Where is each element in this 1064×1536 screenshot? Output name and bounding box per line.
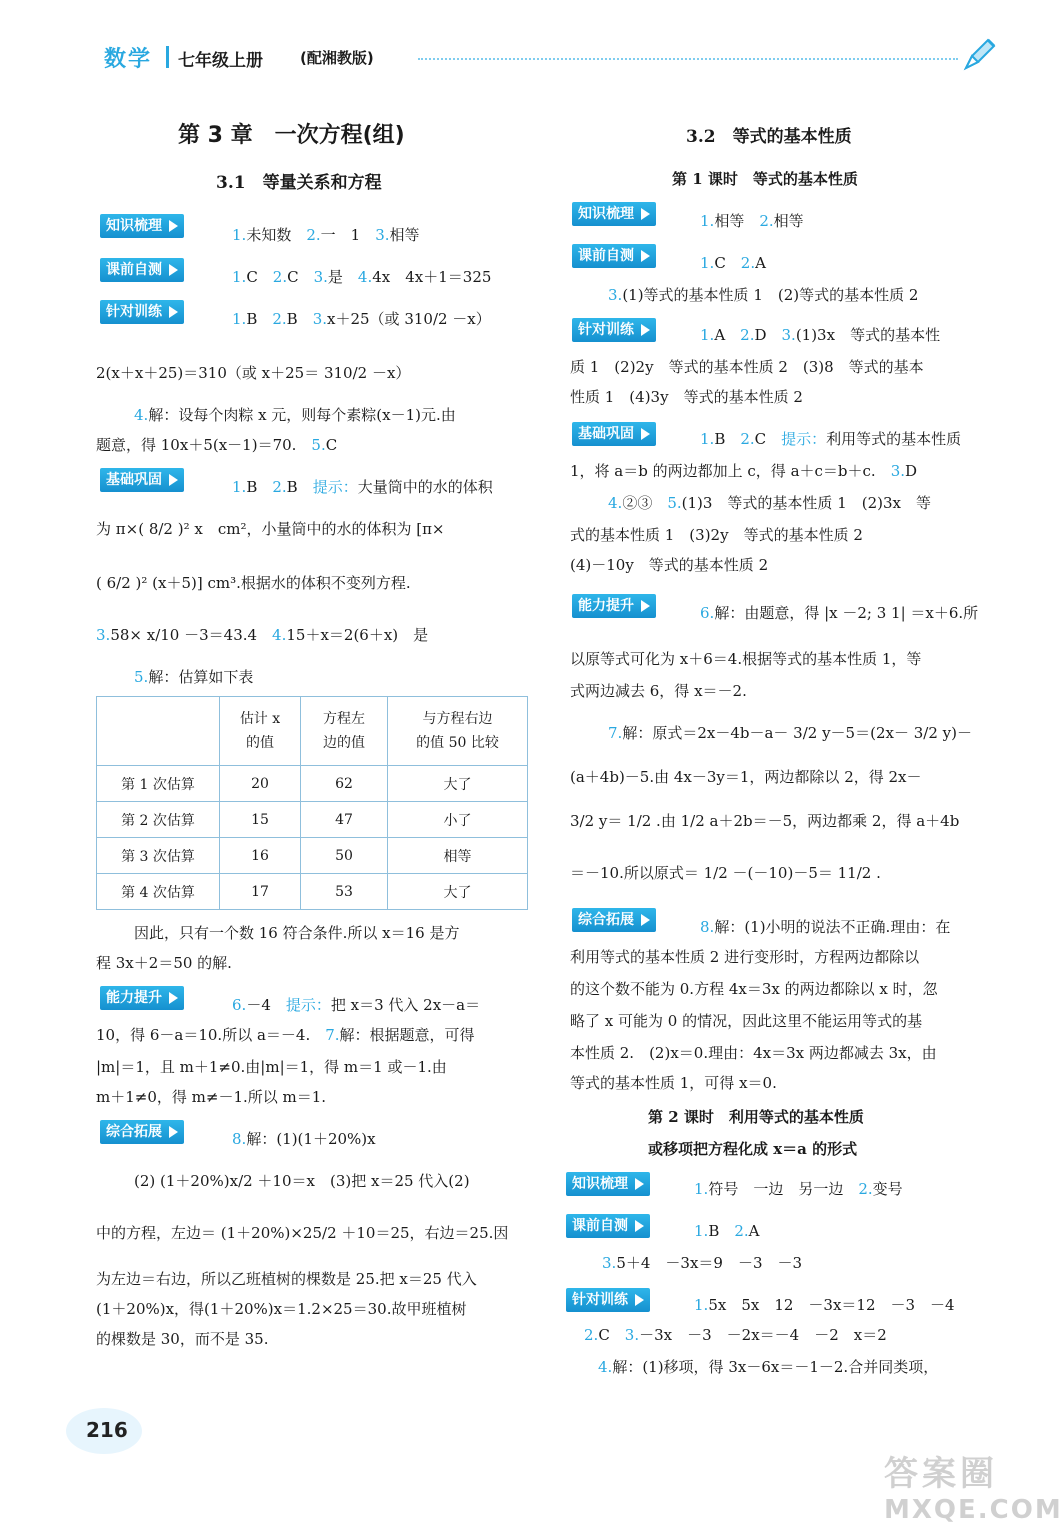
tag-knowledge-review: 知识梳理 <box>566 1172 650 1196</box>
answer-line: 质 1 (2)2y 等式的基本性质 2 (3)8 等式的基本 <box>570 358 924 376</box>
answer-line: 1.B 2.B 3.x＋25（或 310/2 －x） <box>232 310 491 328</box>
answer-line: 1.相等 2.相等 <box>700 212 804 230</box>
answer-line: ＝－10.所以原式＝ 1/2 －(－10)－5＝ 11/2 . <box>570 864 881 882</box>
tag-knowledge-review: 知识梳理 <box>100 214 184 238</box>
table-header-cell: 方程左 边的值 <box>301 697 388 766</box>
table-cell: 62 <box>301 766 388 802</box>
tag-pre-class-test: 课前自测 <box>566 1214 650 1238</box>
answer-line: 1.C 2.C 3.是 4.4x 4x＋1＝325 <box>232 268 492 286</box>
table-cell: 53 <box>301 874 388 910</box>
header-divider <box>166 46 169 68</box>
lesson-title: 或移项把方程化成 x＝a 的形式 <box>648 1140 858 1158</box>
answer-line: 1.未知数 2.一 1 3.相等 <box>232 226 420 244</box>
table-header-cell: 估计 x 的值 <box>220 697 301 766</box>
edition-label: (配湘教版) <box>300 49 374 67</box>
answer-line: 6.解：由题意，得 |x －2; 3 1| ＝x＋6.所 <box>700 604 979 622</box>
answer-line: 1.B 2.B 提示：大量筒中的水的体积 <box>232 478 493 496</box>
table-cell: 15 <box>220 802 301 838</box>
answer-line: 1.符号 一边 另一边 2.变号 <box>694 1180 903 1198</box>
answer-line: 6.－4 提示：把 x＝3 代入 2x－a＝ <box>232 996 481 1014</box>
table-header-row <box>97 697 528 766</box>
section-title: 3.1 等量关系和方程 <box>216 173 382 193</box>
table-cell: 小了 <box>388 802 528 838</box>
estimation-table <box>96 696 528 910</box>
answer-line: 8.解：(1)小明的说法不正确.理由：在 <box>700 918 951 936</box>
tag-knowledge-review: 知识梳理 <box>572 202 656 226</box>
table-row <box>97 766 528 802</box>
table-row <box>97 802 528 838</box>
section-title: 3.2 等式的基本性质 <box>686 127 852 147</box>
answer-line: 略了 x 可能为 0 的情况，因此这里不能运用等式的基 <box>570 1012 923 1030</box>
answer-line: 以原等式可化为 x＋6＝4.根据等式的基本性质 1，等 <box>570 650 922 668</box>
pencil-icon <box>958 34 998 74</box>
table-row <box>97 838 528 874</box>
answer-line: 3.58× x/10 －3＝43.4 4.15＋x＝2(6＋x) 是 <box>96 626 429 644</box>
answer-line: (2) (1＋20%)x/2 ＋10＝x (3)把 x＝25 代入(2) <box>134 1172 470 1190</box>
answer-line: 性质 1 (4)3y 等式的基本性质 2 <box>570 388 803 406</box>
tag-targeted-practice: 针对训练 <box>100 300 184 324</box>
page-number: 216 <box>86 1418 128 1442</box>
table-cell: 相等 <box>388 838 528 874</box>
table-cell: 20 <box>220 766 301 802</box>
tag-targeted-practice: 针对训练 <box>566 1288 650 1312</box>
answer-line: 题意，得 10x＋5(x－1)＝70. 5.C <box>96 436 338 454</box>
table-cell: 47 <box>301 802 388 838</box>
answer-line: 1.B 2.C 提示：利用等式的基本性质 <box>700 430 962 448</box>
answer-line: 式两边减去 6，得 x＝－2. <box>570 682 747 700</box>
answer-line: 利用等式的基本性质 2 进行变形时，方程两边都除以 <box>570 948 920 966</box>
watermark <box>884 1446 1063 1525</box>
answer-line: (1＋20%)x，得(1＋20%)x＝1.2×25＝30.故甲班植树 <box>96 1300 467 1318</box>
answer-line: 1，将 a＝b 的两边都加上 c，得 a＋c＝b＋c. 3.D <box>570 462 918 480</box>
tag-ability-improvement: 能力提升 <box>100 986 184 1010</box>
table-cell: 第 3 次估算 <box>97 838 220 874</box>
answer-line: 的这个数不能为 0.方程 4x＝3x 的两边都除以 x 时，忽 <box>570 980 938 998</box>
answer-line: 4.②③ 5.(1)3 等式的基本性质 1 (2)3x 等 <box>608 494 931 512</box>
answer-line: 5.解：估算如下表 <box>134 668 254 686</box>
answer-line: 为 π×( 8/2 )² x cm²，小量筒中的水的体积为 [π× <box>96 520 445 538</box>
table-cell: 50 <box>301 838 388 874</box>
answer-line: 3/2 y＝ 1/2 .由 1/2 a＋2b＝－5，两边都乘 2，得 a＋4b <box>570 812 960 830</box>
answer-line: 的棵数是 30，而不是 35. <box>96 1330 269 1348</box>
answer-line: 1.A 2.D 3.(1)3x 等式的基本性 <box>700 326 941 344</box>
answer-line: 1.C 2.A <box>700 254 766 272</box>
table-header-cell: 与方程右边 的值 50 比较 <box>388 697 528 766</box>
grade-label: 七年级上册 <box>178 51 263 71</box>
tag-comprehensive-extension: 综合拓展 <box>100 1120 184 1144</box>
answer-line: 中的方程，左边＝ (1＋20%)×25/2 ＋10＝25，右边＝25.因 <box>96 1224 509 1242</box>
tag-basic-consolidation: 基础巩固 <box>572 422 656 446</box>
table-cell: 大了 <box>388 766 528 802</box>
answer-line: 程 3x＋2＝50 的解. <box>96 954 232 972</box>
answer-line: 为左边＝右边，所以乙班植树的棵数是 25.把 x＝25 代入 <box>96 1270 477 1288</box>
tag-basic-consolidation: 基础巩固 <box>100 468 184 492</box>
answer-line: |m|＝1，且 m＋1≠0.由|m|＝1，得 m＝1 或－1.由 <box>96 1058 447 1076</box>
answer-line: 4.解：设每个肉粽 x 元，则每个素粽(x－1)元.由 <box>134 406 456 424</box>
tag-pre-class-test: 课前自测 <box>100 258 184 282</box>
table-cell: 第 4 次估算 <box>97 874 220 910</box>
answer-line: 2.C 3.－3x －3 －2x＝－4 －2 x＝2 <box>584 1326 887 1344</box>
answer-line: 1.5x 5x 12 －3x＝12 －3 －4 <box>694 1296 955 1314</box>
answer-line: m＋1≠0，得 m≠－1.所以 m＝1. <box>96 1088 327 1106</box>
table-cell: 第 2 次估算 <box>97 802 220 838</box>
answer-line: 本性质 2. (2)x＝0.理由：4x＝3x 两边都减去 3x，由 <box>570 1044 937 1062</box>
table-header-cell <box>97 697 220 766</box>
answer-line: 7.解：原式＝2x－4b－a－ 3/2 y－5＝(2x－ 3/2 y)－ <box>608 724 972 742</box>
table-cell: 17 <box>220 874 301 910</box>
lesson-title: 第 1 课时 等式的基本性质 <box>672 170 858 188</box>
table-cell: 16 <box>220 838 301 874</box>
watermark-text: 答案圈 <box>884 1454 998 1494</box>
table-cell: 大了 <box>388 874 528 910</box>
answer-line: 4.解：(1)移项，得 3x－6x＝－1－2.合并同类项， <box>598 1358 939 1376</box>
subject-label: 数学 <box>104 47 153 72</box>
answer-line: 因此，只有一个数 16 符合条件.所以 x＝16 是方 <box>134 924 460 942</box>
answer-line: 3.(1)等式的基本性质 1 (2)等式的基本性质 2 <box>608 286 919 304</box>
answer-line: (4)－10y 等式的基本性质 2 <box>570 556 769 574</box>
answer-line: 式的基本性质 1 (3)2y 等式的基本性质 2 <box>570 526 863 544</box>
table-cell: 第 1 次估算 <box>97 766 220 802</box>
header-dotted-rule <box>418 58 958 60</box>
watermark-url: MXQE.COM <box>884 1495 1063 1525</box>
table-row <box>97 874 528 910</box>
lesson-title: 第 2 课时 利用等式的基本性质 <box>648 1108 864 1126</box>
answer-line: 10，得 6－a＝10.所以 a＝－4. 7.解：根据题意，可得 <box>96 1026 475 1044</box>
answer-line: 8.解：(1)(1＋20%)x <box>232 1130 376 1148</box>
answer-line: 1.B 2.A <box>694 1222 760 1240</box>
answer-line: 2(x＋x＋25)＝310（或 x＋25＝ 310/2 －x） <box>96 364 411 382</box>
tag-targeted-practice: 针对训练 <box>572 318 656 342</box>
answer-line: ( 6/2 )² (x＋5)] cm³.根据水的体积不变列方程. <box>96 574 411 592</box>
tag-comprehensive-extension: 综合拓展 <box>572 908 656 932</box>
tag-pre-class-test: 课前自测 <box>572 244 656 268</box>
answer-line: 等式的基本性质 1，可得 x＝0. <box>570 1074 777 1092</box>
tag-ability-improvement: 能力提升 <box>572 594 656 618</box>
answer-line: 3.5＋4 －3x＝9 －3 －3 <box>602 1254 803 1272</box>
chapter-title: 第 3 章 一次方程(组) <box>178 123 405 148</box>
answer-line: (a＋4b)－5.由 4x－3y＝1，两边都除以 2，得 2x－ <box>570 768 922 786</box>
